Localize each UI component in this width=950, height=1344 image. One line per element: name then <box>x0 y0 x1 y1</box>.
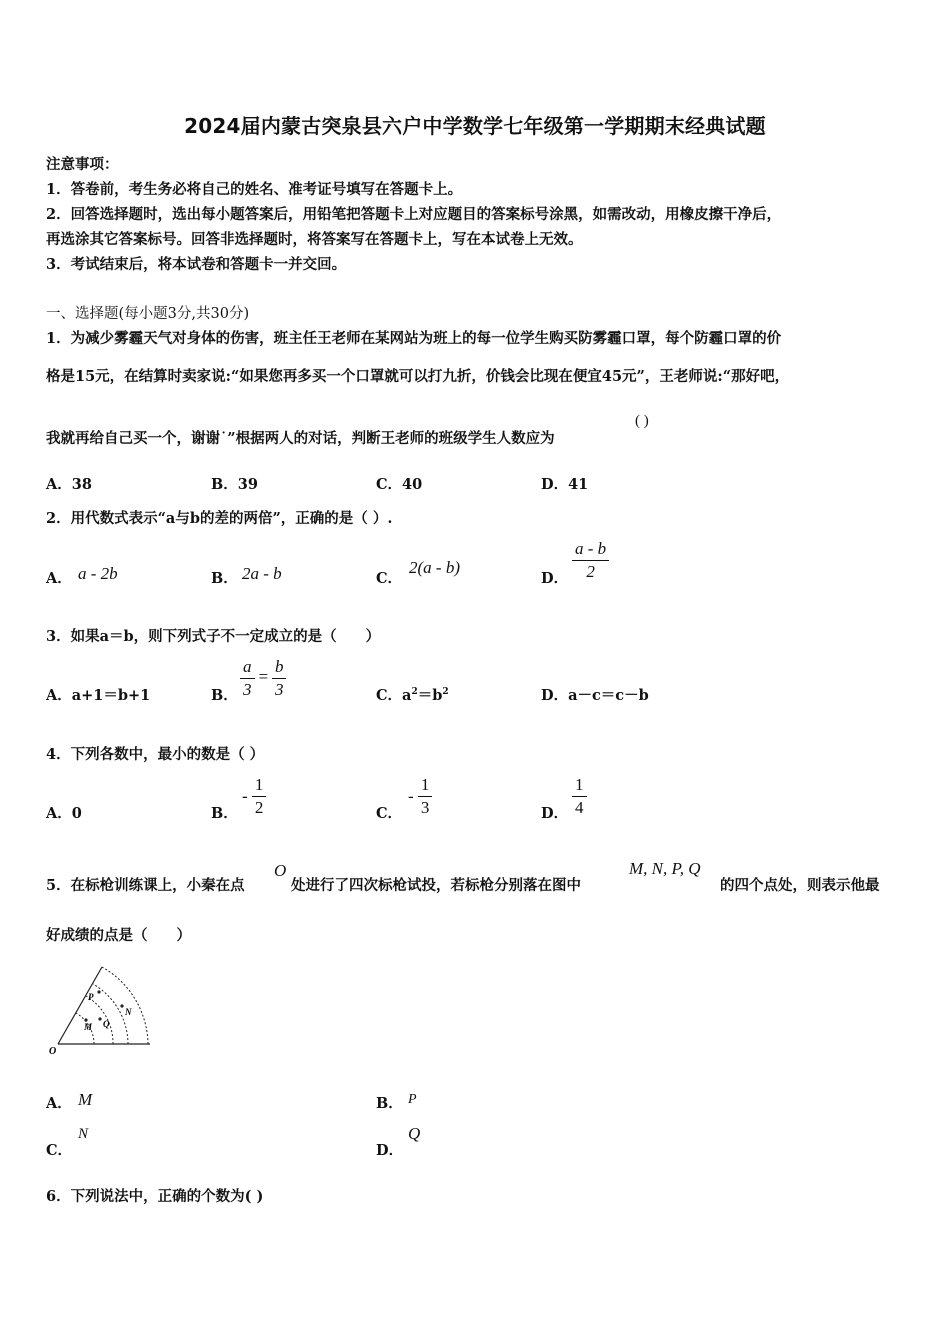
option-d-math: Q <box>408 1124 421 1143</box>
question-5-line: 的四个点处，则表示他最 <box>720 877 880 894</box>
label-n: N <box>125 1007 132 1017</box>
option-b: B．39 <box>211 476 258 493</box>
point-n <box>120 1004 123 1007</box>
question-1-line: 格是15元，在结算时卖家说:“如果您再多买一个口罩就可以打九折，价钱会比现在便宜45元”，王老师说:“那好吧， <box>46 368 790 385</box>
question-1-line: 1．为减少雾霾天气对身体的伤害，班主任王老师在某网站为班上的每一位学生购买防雾霾口罩，每个防霾口罩的价 <box>46 330 782 347</box>
option-b-math: - $\frac{1}{2}$ <box>242 776 266 817</box>
option-d: D．a－c＝c－b <box>541 687 649 704</box>
notice-heading: 注意事项： <box>46 156 119 173</box>
question-5-line: 处进行了四次标枪试投，若标枪分别落在图中 <box>291 877 581 894</box>
answer-blank: ( ) <box>635 413 649 429</box>
option-b: B． <box>211 805 238 822</box>
arc-outer <box>102 967 148 1044</box>
option-b: B． <box>211 687 238 704</box>
label-p: P <box>88 992 94 1002</box>
option-a-math: M <box>78 1090 93 1109</box>
point-o-label: O <box>274 861 287 880</box>
option-a-math: a - 2b <box>78 564 118 583</box>
option-a: A．38 <box>46 476 92 493</box>
option-a: A．0 <box>46 805 82 822</box>
point-q <box>98 1017 101 1020</box>
option-d: D． <box>376 1142 404 1159</box>
option-c: C．40 <box>376 476 423 493</box>
ray <box>58 967 102 1044</box>
point-p <box>97 990 100 993</box>
option-c-math: N <box>78 1126 89 1142</box>
option-a: A． <box>46 570 72 587</box>
question-2-stem: 2．用代数式表示“a与b的差的两倍”，正确的是（ ）. <box>46 510 393 527</box>
option-c-math: - $\frac{1}{3}$ <box>408 776 432 817</box>
option-c: C． <box>46 1142 73 1159</box>
notice-item: 3．考试结束后，将本试卷和答题卡一并交回。 <box>46 256 347 273</box>
question-5-line: 5．在标枪训练课上，小秦在点 <box>46 877 245 894</box>
label-o: O <box>49 1046 57 1057</box>
section-heading: 一、选择题(每小题3分,共30分) <box>46 306 250 322</box>
question-5-line: 好成绩的点是（ ） <box>46 927 191 944</box>
option-a: A． <box>46 1095 72 1112</box>
option-c-math: 2(a - b) <box>409 558 460 577</box>
option-d: D． <box>541 570 569 587</box>
notice-item: 1．答卷前，考生务必将自己的姓名、准考证号填写在答题卡上。 <box>46 181 463 198</box>
option-b-math: $\frac{a}{3}$ = $\frac{b}{3}$ <box>240 658 286 699</box>
question-1-line: 我就再给自己买一个，谢谢˙”根据两人的对话，判断王老师的班级学生人数应为 <box>46 430 555 447</box>
notice-item: 2．回答选择题时，选出每小题答案后，用铅笔把答题卡上对应题目的答案标号涂黑，如需改动，用橡皮擦干净后， <box>46 206 782 223</box>
page-title: 2024届内蒙古突泉县六户中学数学七年级第一学期期末经典试题 <box>184 114 766 138</box>
question-3-stem: 3．如果a＝b，则下列式子不一定成立的是（ ） <box>46 628 381 645</box>
option-c: C．$a^2=b^2$ <box>376 687 449 704</box>
option-d: D．41 <box>541 476 589 493</box>
label-m: M <box>84 1022 93 1032</box>
question-6-stem: 6．下列说法中，正确的个数为( ) <box>46 1188 264 1205</box>
option-a: A．a+1＝b+1 <box>46 687 151 704</box>
option-d-math: $\frac{a - b}{2}$ <box>572 540 609 581</box>
javelin-figure <box>46 962 156 1058</box>
option-d: D． <box>541 805 569 822</box>
option-b-math: P <box>408 1092 417 1107</box>
option-d-math: $\frac{1}{4}$ <box>572 776 587 817</box>
option-b: B． <box>376 1095 403 1112</box>
points-label: M, N, P, Q <box>629 859 701 878</box>
label-q: Q <box>103 1019 110 1029</box>
notice-item: 再选涂其它答案标号。回答非选择题时，将答案写在答题卡上，写在本试卷上无效。 <box>46 231 583 248</box>
option-b: B． <box>211 570 238 587</box>
question-4-stem: 4．下列各数中，最小的数是（ ） <box>46 746 265 763</box>
option-c: C． <box>376 805 403 822</box>
option-c: C． <box>376 570 403 587</box>
option-b-math: 2a - b <box>242 564 282 583</box>
